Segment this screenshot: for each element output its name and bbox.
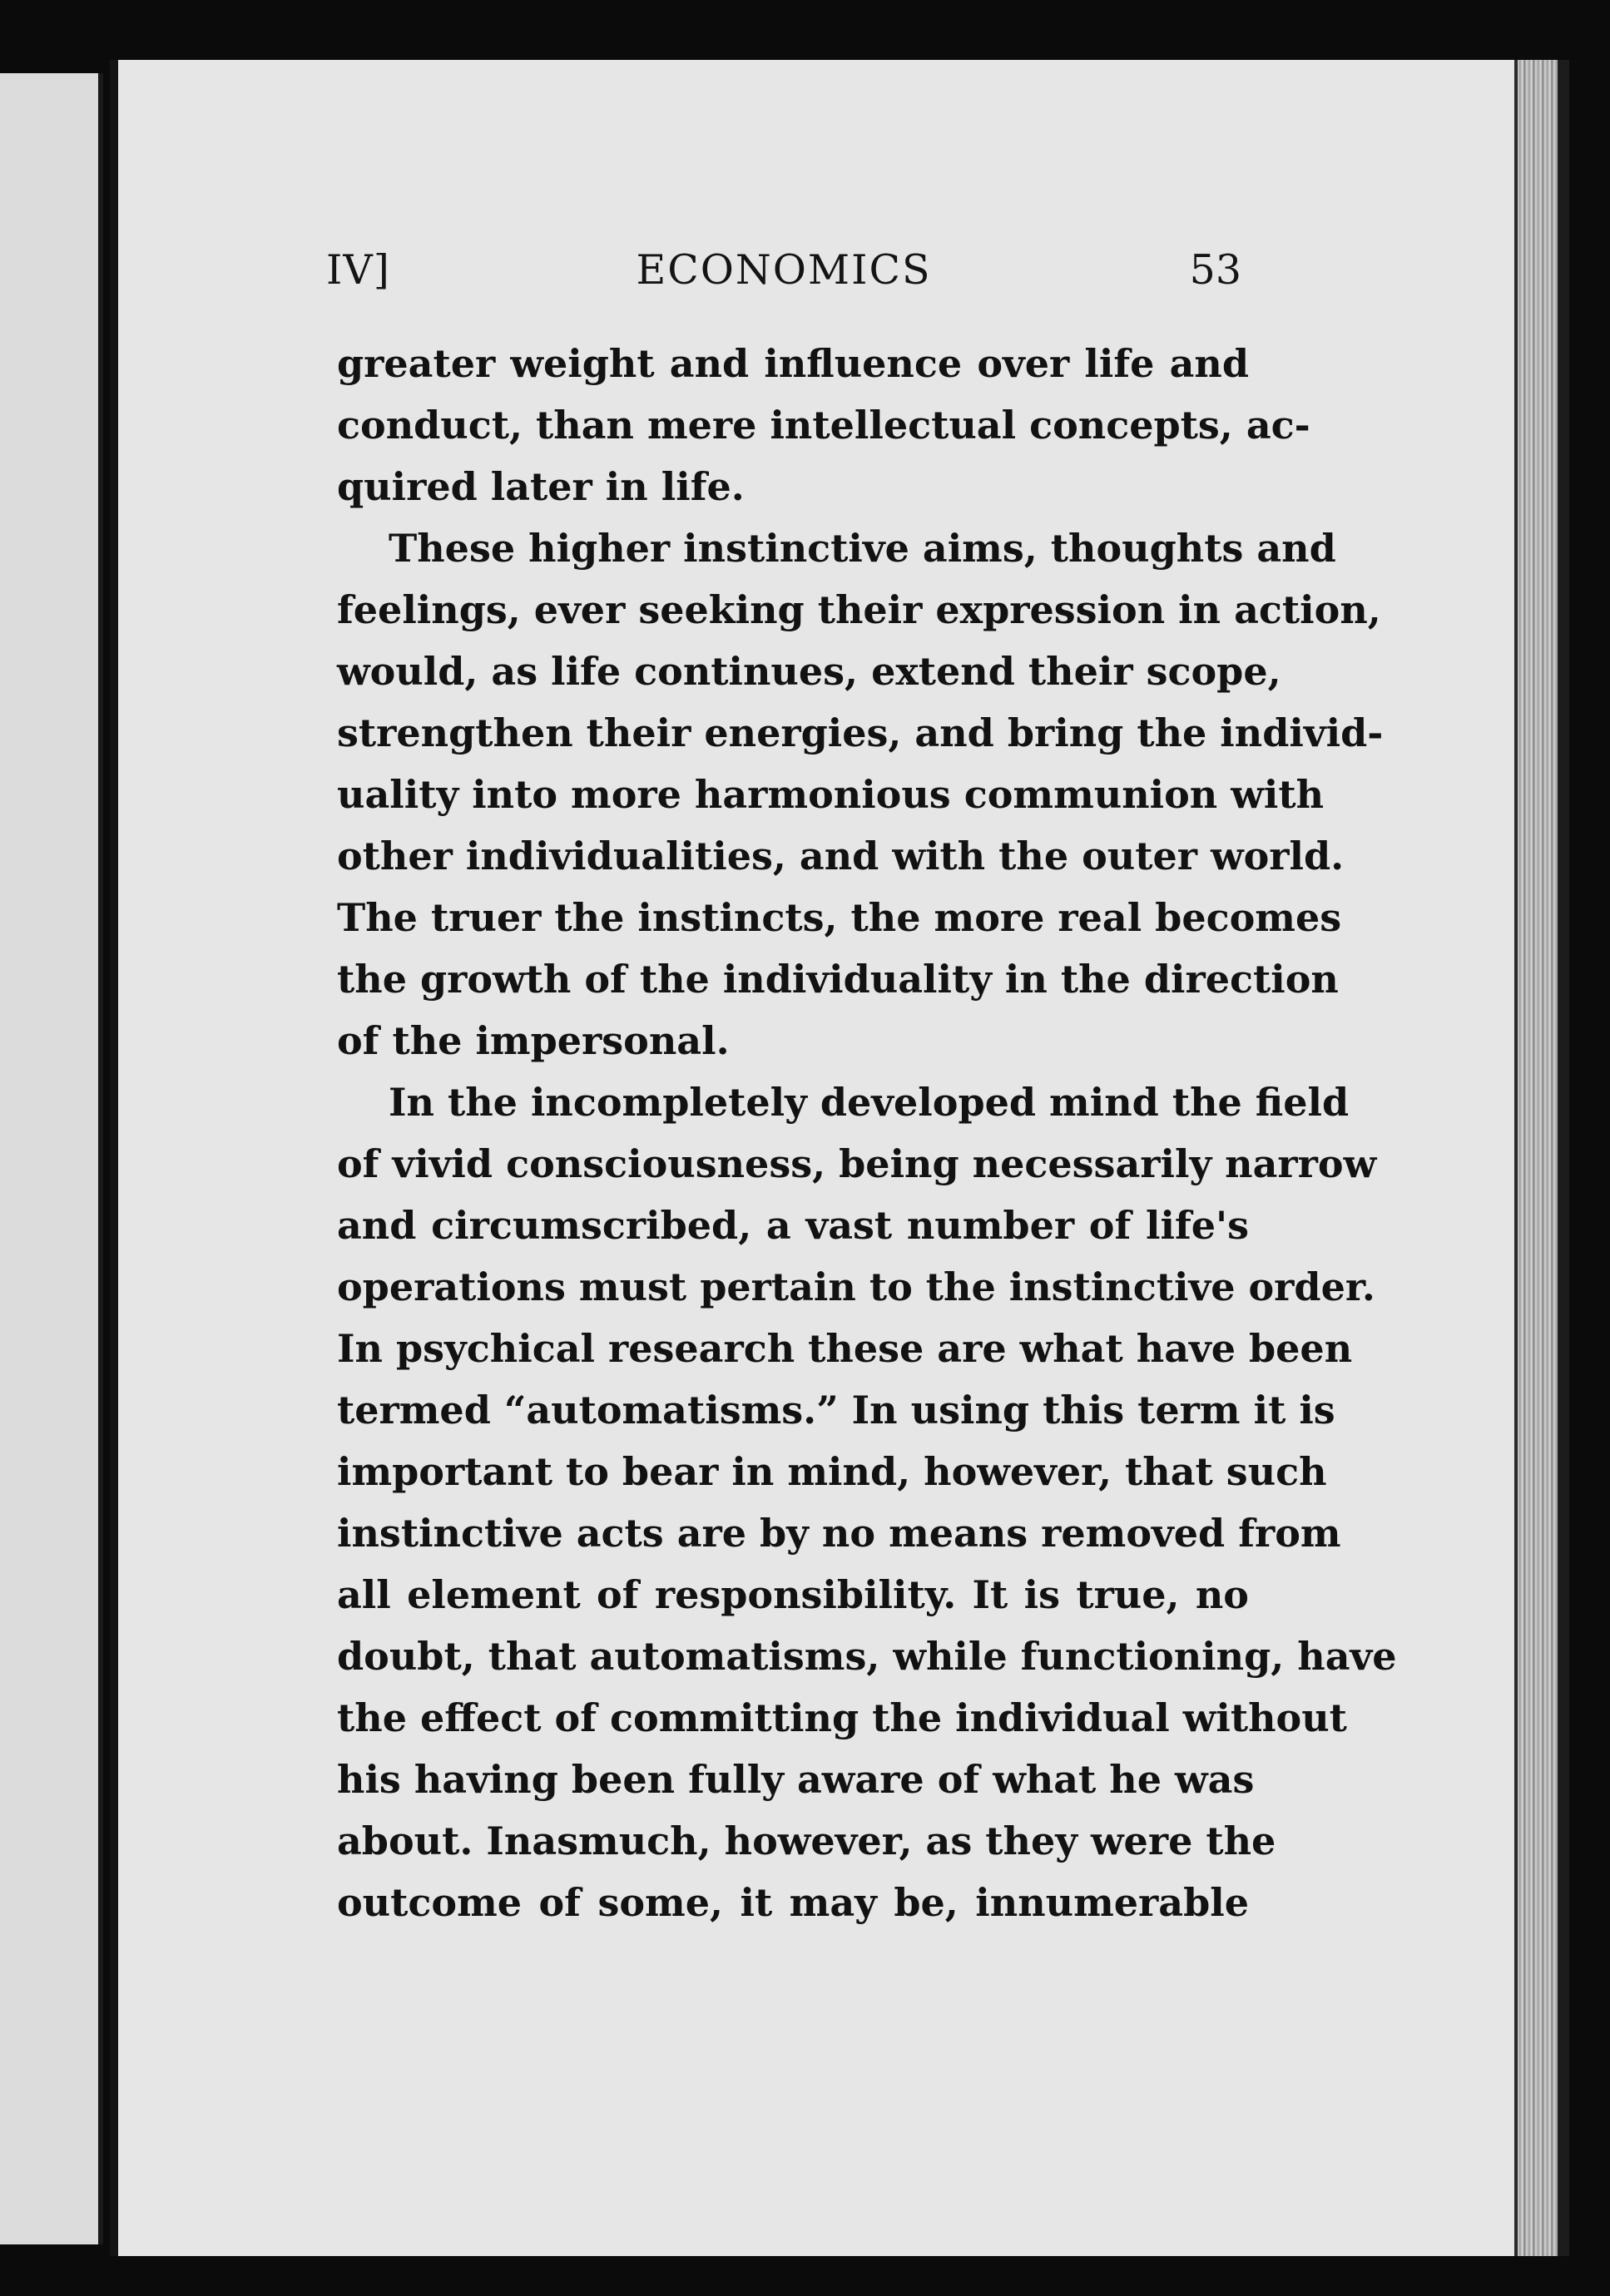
text-line: important to bear in mind, however, that such <box>337 1449 1327 1494</box>
text-line: greater weight and influence over life and <box>337 341 1249 386</box>
page-number: 53 <box>1189 246 1241 294</box>
text-line: outcome of some, it may be, innumerable <box>337 1880 1249 1925</box>
page-edge-stack <box>1514 60 1561 2256</box>
text-line: In the incompletely developed mind the field <box>389 1080 1350 1125</box>
text-line: In psychical research these are what have been <box>337 1326 1353 1371</box>
text-line: These higher instinctive aims, thoughts and <box>389 526 1336 571</box>
book-cover-edge <box>1558 60 1569 2256</box>
body-text <box>337 333 1397 1933</box>
text-line: his having been fully aware of what he was <box>337 1757 1255 1802</box>
text-line: conduct, than mere intellectual concepts, ac- <box>337 403 1310 448</box>
text-line: would, as life continues, extend their scope, <box>337 649 1281 694</box>
text-line: the growth of the individuality in the direction <box>337 957 1339 1002</box>
text-line: the effect of committing the individual without <box>337 1695 1347 1740</box>
text-line: quired later in life. <box>337 464 745 509</box>
text-line: of the impersonal. <box>337 1018 730 1063</box>
text-line: operations must pertain to the instinctive order. <box>337 1264 1375 1309</box>
text-line: The truer the instincts, the more real becomes <box>337 895 1342 940</box>
text-line: instinctive acts are by no means removed from <box>337 1511 1341 1556</box>
text-line: termed “automatisms.” In using this term it is <box>337 1388 1335 1433</box>
text-line: about. Inasmuch, however, as they were the <box>337 1818 1276 1863</box>
chapter-number: IV] <box>326 246 390 294</box>
text-line: strengthen their energies, and bring the individ- <box>337 710 1384 755</box>
text-line: feelings, ever seeking their expression in action, <box>337 587 1381 632</box>
text-line: and circumscribed, a vast number of life's <box>337 1203 1249 1248</box>
text-line: other individualities, and with the outer world. <box>337 834 1345 878</box>
running-head <box>326 246 1241 304</box>
text-line: of vivid consciousness, being necessarily narrow <box>337 1141 1377 1186</box>
text-line: all element of responsibility. It is true, no <box>337 1572 1249 1617</box>
page-title: ECONOMICS <box>636 246 932 294</box>
text-line: uality into more harmonious communion with <box>337 772 1325 817</box>
text-line: doubt, that automatisms, while functioning, have <box>337 1634 1397 1679</box>
left-page-edge <box>0 73 103 2244</box>
